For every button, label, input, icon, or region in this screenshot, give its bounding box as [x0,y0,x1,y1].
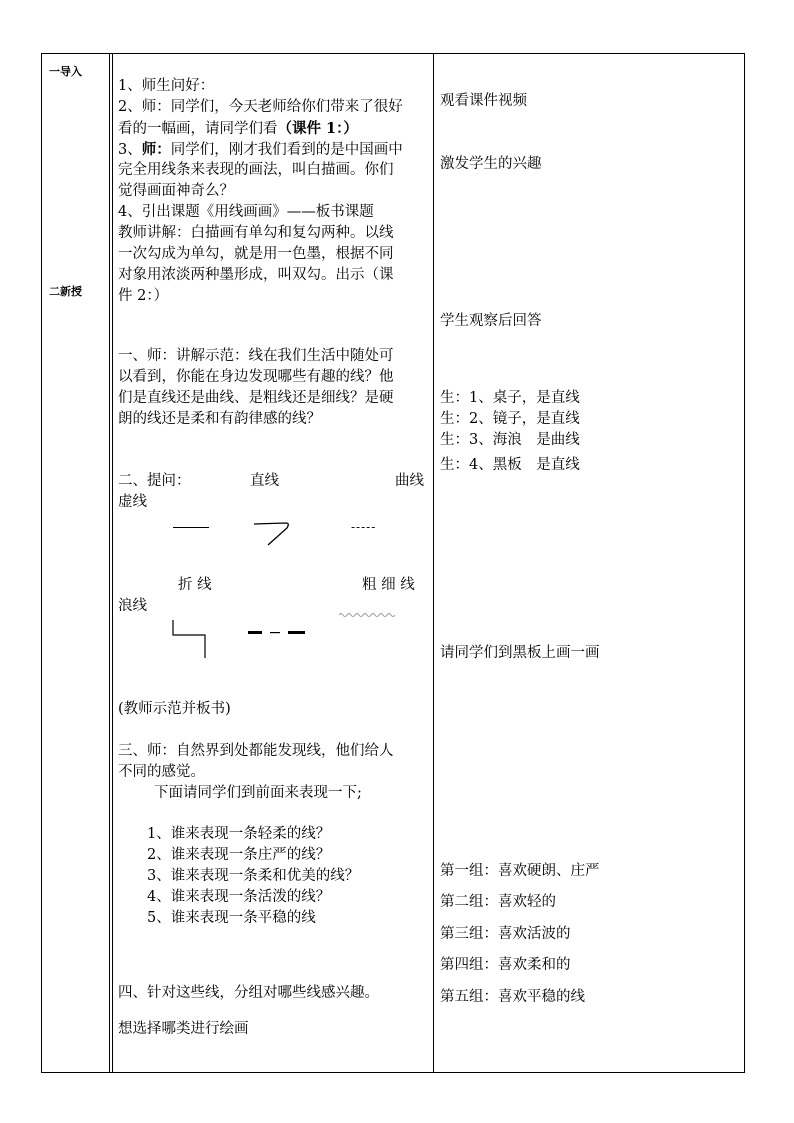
student-activity: 请同学们到黑板上画一画 [440,645,600,661]
courseware-ref: （课件 1：） [277,120,358,137]
teacher-line: 1、师生问好： [118,78,215,94]
teacher-line: 一次勾成为单勾，就是用一色墨，根据不同 [118,246,394,262]
fold-line-sample [168,618,210,660]
label-straight: 直线 [250,473,279,489]
group-choice: 第四组：喜欢柔和的 [440,957,571,973]
section1-line: 一、师：讲解示范：线在我们生活中随处可 [118,348,394,364]
student-activity: 学生观察后回答 [440,313,542,329]
teacher-line: 4、引出课题《用线画画》——板书课题 [118,204,374,220]
student-answer: 生：1、桌子，是直线 [440,390,580,406]
section3-line: 三、师：自然界到处都能发现线，他们给人 [118,743,394,759]
question-item: 4、谁来表现一条活泼的线？ [147,889,331,905]
student-activity: 激发学生的兴趣 [440,156,542,172]
teacher-line: 看的一幅画，请同学们看（课件 1：） [118,120,358,137]
column-divider [109,53,110,1073]
student-answer: 生：2、镜子，是直线 [440,411,580,427]
student-activity: 观看课件视频 [440,93,527,109]
straight-line-sample [173,527,209,528]
teacher-line: 教师讲解：白描画有单勾和复勾两种。以线 [118,225,394,241]
question-item: 5、谁来表现一条平稳的线 [147,910,316,926]
label-thick-thin: 粗 细 线 [362,577,415,593]
section4-line: 想选择哪类进行绘画 [118,1021,249,1037]
thick-thin-line-sample [246,628,308,638]
label-fold: 折 线 [178,577,212,593]
group-choice: 第一组：喜欢硬朗、庄严 [440,863,600,879]
demo-note: (教师示范并板书) [118,701,231,717]
student-answer: 生：3、海浪 是曲线 [440,432,580,448]
section1-line: 以看到，你能在身边发现哪些有趣的线？他 [118,369,394,385]
question-item: 2、谁来表现一条庄严的线？ [147,847,331,863]
column-divider [112,53,113,1073]
section2-prefix: 二、提问： [118,473,191,489]
section1-line: 朗的线还是柔和有韵律感的线？ [118,411,321,427]
dashed-line-sample: ----- [351,520,377,534]
teacher-line: 觉得画面神奇么？ [118,183,234,199]
column-divider [433,53,434,1073]
group-choice: 第二组：喜欢轻的 [440,894,556,910]
wave-line-sample [338,611,396,619]
teacher-line: 对象用浓淡两种墨形成，叫双勾。出示（课 [118,267,394,283]
question-item: 1、谁来表现一条轻柔的线？ [147,826,331,842]
section3-line: 下面请同学们到前面来表现一下; [154,785,362,801]
question-item: 3、谁来表现一条柔和优美的线？ [147,868,360,884]
section4-line: 四、针对这些线，分组对哪些线感兴趣。 [118,985,379,1001]
stage-intro: 一导入 [49,65,82,78]
group-choice: 第三组：喜欢活波的 [440,926,571,942]
teacher-line: 3、师：同学们，刚才我们看到的是中国画中 [118,141,403,158]
section3-line: 不同的感觉。 [118,764,205,780]
curve-line-sample [252,518,297,550]
label-wave: 浪线 [118,598,147,614]
teacher-line: 2、师：同学们，今天老师给你们带来了很好 [118,99,403,115]
section1-line: 们是直线还是曲线、是粗线还是细线？是硬 [118,390,394,406]
teacher-line: 件 2：） [118,288,169,304]
group-choice: 第五组：喜欢平稳的线 [440,989,585,1005]
teacher-line: 完全用线条来表现的画法，叫白描画。你们 [118,162,394,178]
stage-new-lesson: 二新授 [49,285,82,298]
label-dashed: 虚线 [118,494,147,510]
student-answer: 生：4、黑板 是直线 [440,457,580,473]
label-curve: 曲线 [395,473,424,489]
